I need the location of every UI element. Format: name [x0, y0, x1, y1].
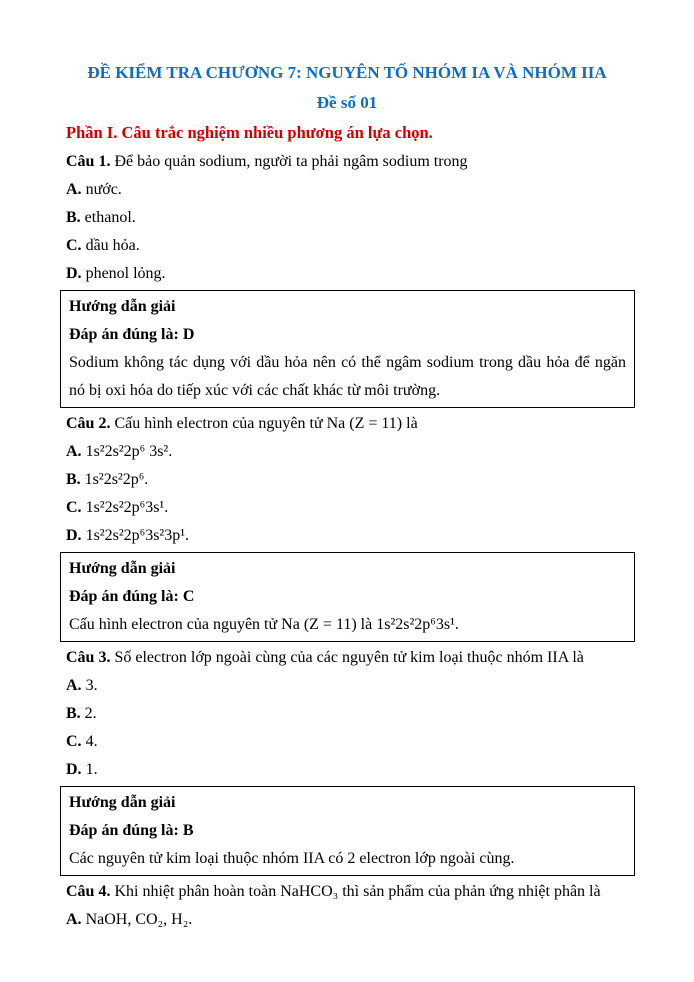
question-1-option-b: B. ethanol.: [66, 209, 136, 226]
question-2-option-c: C. 1s²2s²2p⁶3s¹.: [66, 499, 169, 516]
solution-answer: Đáp án đúng là: C: [69, 588, 195, 605]
question-1-body: Để bảo quản sodium, người ta phải ngâm sodium trong: [114, 153, 468, 170]
question-2-solution-box: [60, 552, 635, 642]
question-4-text: [66, 878, 636, 906]
solution-answer: Đáp án đúng là: B: [69, 822, 194, 839]
solution-heading: Hướng dẫn giải: [69, 298, 176, 315]
question-3-option-d: D. 1.: [66, 761, 98, 778]
page-subtitle: Đề số 01: [316, 93, 378, 112]
question-3-text: [66, 644, 636, 672]
question-4: [66, 878, 636, 934]
question-2-option-a: A. 1s²2s²2p⁶ 3s².: [66, 443, 173, 460]
solution-heading: Hướng dẫn giải: [69, 560, 176, 577]
question-2-body: Cấu hình electron của nguyên tử Na (Z = 11) là: [114, 415, 418, 432]
page-title: ĐỀ KIỂM TRA CHƯƠNG 7: NGUYÊN TỐ NHÓM IA VÀ NHÓM IIA: [87, 63, 607, 82]
solution-explanation: Cấu hình electron của nguyên tử Na (Z = 11) là 1s²2s²2p⁶3s¹.: [69, 616, 459, 633]
question-1-option-d: D. phenol lỏng.: [66, 265, 166, 282]
question-1-option-a: A. nước.: [66, 181, 122, 198]
question-4-body: Khi nhiệt phân hoàn toàn NaHCO₃ thì sản phẩm của phản ứng nhiệt phân là: [114, 883, 601, 900]
question-4-label: Câu 4.: [66, 883, 111, 900]
question-2-option-b: B. 1s²2s²2p⁶.: [66, 471, 149, 488]
question-1: [66, 148, 636, 408]
question-3-option-c: C. 4.: [66, 733, 98, 750]
solution-explanation: Các nguyên tử kim loại thuộc nhóm IIA có 2 electron lớp ngoài cùng.: [69, 850, 515, 867]
document-page: [66, 58, 636, 934]
question-2: [66, 410, 636, 642]
solution-explanation: Sodium không tác dụng với dầu hỏa nên có thể ngâm sodium trong dầu hỏa để ngăn nó bị oxi hóa do tiếp xúc với các chất khác từ môi trường.: [69, 354, 626, 399]
question-1-text: [66, 148, 636, 176]
question-1-label: Câu 1.: [66, 153, 111, 170]
question-3: [66, 644, 636, 876]
question-1-option-c: C. dầu hỏa.: [66, 237, 140, 254]
question-3-option-b: B. 2.: [66, 705, 97, 722]
section-heading: Phần I. Câu trắc nghiệm nhiều phương án lựa chọn.: [66, 123, 433, 142]
question-3-label: Câu 3.: [66, 649, 111, 666]
question-4-option-a: A. NaOH, CO₂, H₂.: [66, 911, 193, 928]
question-2-option-d: D. 1s²2s²2p⁶3s²3p¹.: [66, 527, 190, 544]
question-3-body: Số electron lớp ngoài cùng của các nguyên tử kim loại thuộc nhóm IIA là: [114, 649, 584, 666]
question-3-solution-box: [60, 786, 635, 876]
question-2-text: [66, 410, 636, 438]
question-2-label: Câu 2.: [66, 415, 111, 432]
question-1-solution-box: [60, 290, 635, 408]
question-3-option-a: A. 3.: [66, 677, 98, 694]
solution-heading: Hướng dẫn giải: [69, 794, 176, 811]
solution-answer: Đáp án đúng là: D: [69, 326, 195, 343]
